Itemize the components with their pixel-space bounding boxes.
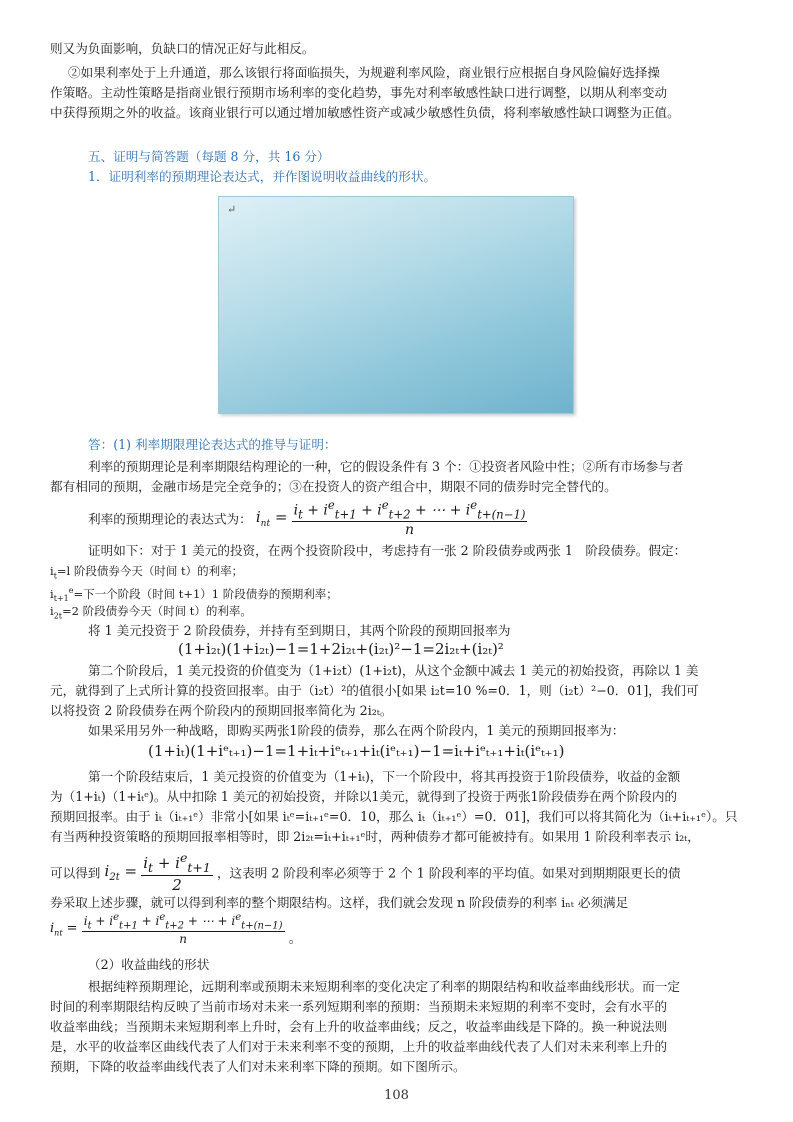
final-formula-end: 。 (288, 931, 302, 947)
expectation-formula: 利率的预期理论的表达式为： $i_{nt}$ = $\frac{i_t + i^e_{t+1} + i^e_{t+2} + \cdots + i^e_{t+(n-1)}}{n}$ (88, 498, 526, 539)
definition-it: $i_t=l$ 阶段债券今天（时间 t）的利率； (50, 564, 244, 581)
i2t-prefix: 可以得到 (50, 865, 101, 881)
text-line: 将 1 美元投资于 2 阶段债券，并持有至到期日，其两个阶段的预期回报率为 (88, 623, 511, 638)
text-line: 元，就得到了上式所计算的投资回报率。由于（i₂t）²的值很小[如果 i₂t=10 %=0．1，则（i₂t）²−0．01]，我们可 (50, 683, 699, 698)
text-line: 收益率曲线；当预期未来短期利率上升时，会有上升的收益率曲线；反之，收益率曲线是下降的。换一种说法则 (50, 1019, 668, 1034)
i2t-numerator: $i_t + i^e_{t+1}$ (143, 850, 211, 875)
text-line: 为（1+iₜ)（1+iₜᵉ)。从中扣除 1 美元的初始投资，并除以1美元，就得到了投资于两张1阶段债券在两个阶段内的 (50, 789, 678, 804)
i2t-denominator: 2 (172, 876, 182, 894)
formula-numerator: $i_t + i^e_{t+1} + i^e_{t+2}$ + ⋯ + $i^e_{t+(n-1)}$ (293, 498, 526, 522)
text-line: ②如果利率处于上升通道，那么该银行将面临损失，为规避利率风险，商业银行应根据自身风险偏好选择操 (68, 65, 660, 80)
text-line: 是，水平的收益率区曲线代表了人们对于未来利率不变的预期，上升的收益率曲线代表了人们对未来利率上升的 (50, 1039, 668, 1054)
text-line: 证明如下：对于 1 美元的投资，在两个投资阶段中，考虑持有一张 2 阶段债券或两张 1 阶段债券。假定： (88, 543, 687, 558)
formula-label: 利率的预期理论的表达式为： (88, 511, 252, 527)
answer-intro: 答：(1) 利率期限理论表达式的推导与证明： (88, 437, 337, 452)
final-formula-numerator: $i_t + i^e_{t+1} + i^e_{t+2}$ + ⋯ + $i^e_{t+(n-1)}$ (83, 912, 283, 932)
i2t-suffix: ，这表明 2 阶段利率必须等于 2 个 1 阶段利率的平均值。如果对到期期限更长的债 (216, 865, 681, 881)
text-line: 时间的利率期限结构反映了当前市场对未来一系列短期利率的预期：当预期未来短期的利率不变时，会有水平的 (50, 999, 668, 1014)
text-line: 中获得预期之外的收益。该商业银行可以通过增加敏感性资产或减少敏感性负债，将利率敏感性缺口调整为正值。 (50, 105, 680, 120)
section-heading: 五、证明与简答题（每题 8 分，共 16 分） (88, 149, 330, 164)
definition-i2t: $i_{2t}=2$ 阶段债券今天（时间 t）的利率。 (50, 604, 252, 621)
text-line: 有当两种投资策略的预期回报率相等时，即 2i₂ₜ=iₜ+iₜ₊₁ᵉ时，两种债券才都可能被持有。如果用 1 阶段利率表示 i₂ₜ， (50, 829, 700, 844)
final-formula (50, 912, 302, 946)
i2t-formula: 可以得到 $i_{2t}$ = $\frac{i_t + i^e_{t+1}}{2}$ ，这表明 2 阶段利率必须等于 2 个 1 阶段利率的平均值。如果对到期期限更长的债 (50, 850, 681, 894)
text-line: 第二个阶段后，1 美元投资的价值变为（1+i₂t）(1+i₂t)，从这个金额中减去 1 美元的初始投资，再除以 1 美 (88, 663, 699, 678)
final-formula-denominator: n (179, 932, 187, 947)
return-mark-icon: ↵ (227, 203, 237, 216)
text-line: 预期回报率。由于 iₜ（iₜ₊₁ᵉ）非常小[如果 iₜᵉ=iₜ₊₁ᵉ=0．10，那么 iₜ（iₜ₊₁ᵉ）=0．01]，我们可以将其简化为（iₜ+iₜ₊₁ᵉ）。只 (50, 809, 738, 824)
text-line: 如果采用另外一种战略，即购买两张1阶段的债券，那么在两个阶段内，1 美元的预期回报率为： (88, 723, 625, 738)
text-line: 则又为负面影响，负缺口的情况正好与此相反。 (50, 41, 315, 56)
subsection-heading: （2）收益曲线的形状 (88, 957, 210, 972)
i2t-sub: 2t (109, 871, 120, 883)
text-line: 券采取上述步骤，就可以得到利率的整个期限结构。这样，我们就会发现 n 阶段债券的利率 iₙₜ 必须满足 (50, 895, 629, 910)
text-line: 利率的预期理论是利率期限结构理论的一种，它的假设条件有 3 个：①投资者风险中性；②所有市场参与者 (88, 459, 684, 474)
text-line: 以将投资 2 阶段债券在两个阶段内的预期回报率简化为 2i₂ₜ。 (50, 703, 393, 718)
text-line: 都有相同的预期，金融市场是完全竞争的；③在投资人的资产组合中，期限不同的债券时完全替代的。 (50, 479, 617, 494)
final-formula-lhs: $i_{nt}$ = (50, 920, 78, 938)
formula-denominator: n (404, 522, 415, 539)
i2t-lhs: i (104, 861, 110, 880)
text-line: 第一个阶段结束后，1 美元投资的价值变为（1+iₜ)，下一个阶段中，将其再投资于1阶段债券，收益的金额 (88, 769, 681, 784)
figure-placeholder (218, 196, 574, 414)
definition-it1: $i_{t+1}^e=$下一个阶段（时间 t+1）1 阶段债券的预期利率； (50, 586, 338, 604)
text-line: 根据纯粹预期理论，远期利率或预期未来短期利率的变化决定了利率的期限结构和收益率曲线形状。而一定 (88, 979, 680, 994)
formula-lhs-sub: nt (260, 518, 271, 529)
text-line: 作策略。主动性策略是指商业银行预期市场利率的变化趋势，事先对利率敏感性缺口进行调整，以期从利率变动 (50, 85, 668, 100)
page-number: 108 (384, 1088, 409, 1103)
equation-two-period: (1+i₂ₜ)(1+i₂ₜ)−1=1+2i₂ₜ+(i₂ₜ)²−1=2i₂ₜ+(i₂ₜ)² (178, 640, 504, 658)
formula-lhs: i (255, 507, 261, 526)
question-heading: 1．证明利率的预期理论表达式，并作图说明收益曲线的形状。 (88, 169, 437, 184)
equation-one-period: (1+iₜ)(1+iᵉₜ₊₁)−1=1+iₜ+iᵉₜ₊₁+iₜ(iᵉₜ₊₁)−1=iₜ+iᵉₜ₊₁+iₜ(iᵉₜ₊₁) (148, 742, 565, 760)
text-line: 预期，下降的收益率曲线代表了人们对未来利率下降的预期。如下图所示。 (50, 1059, 466, 1074)
